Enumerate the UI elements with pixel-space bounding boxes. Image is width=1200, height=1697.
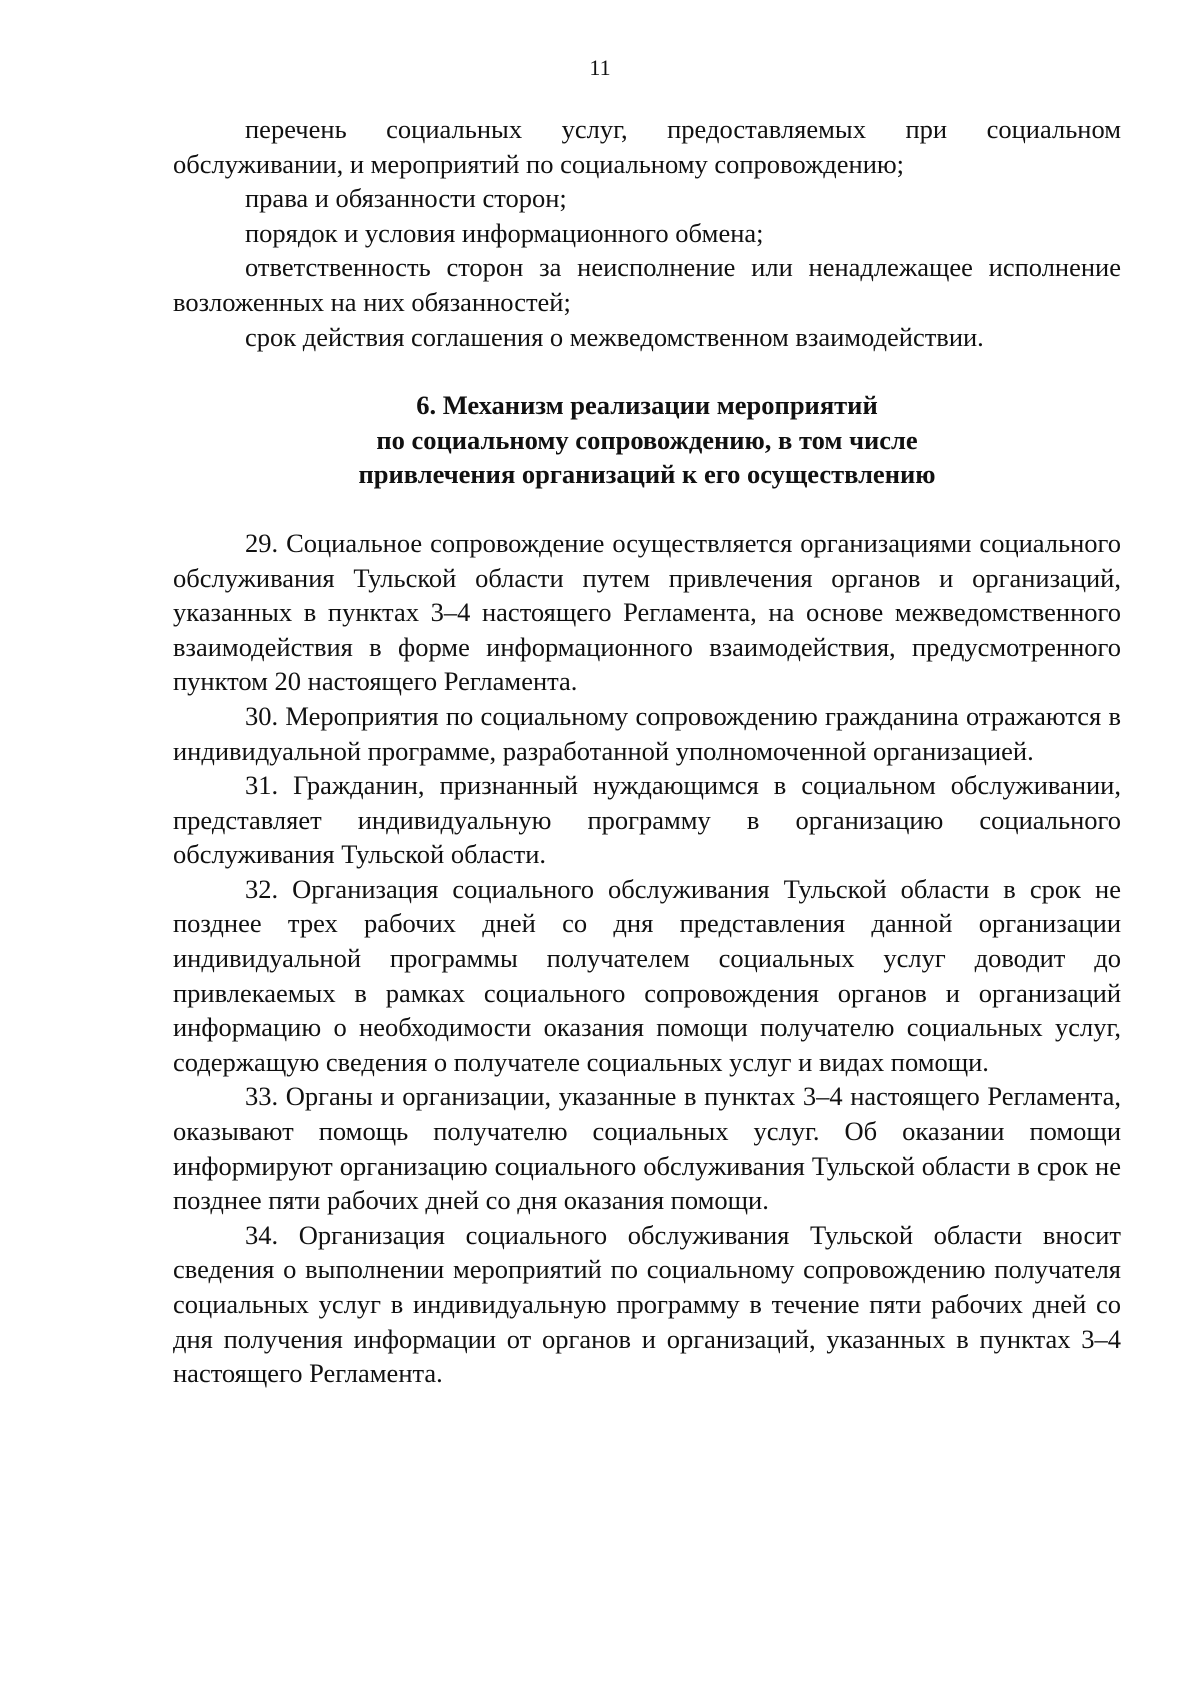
paragraph-34: 34. Организация социального обслуживания Тульской области вносит сведения о выполнении мероприятий по социальному сопровождению получателя социальных услуг в индивидуальную программу в течение пяти рабочих дней со дня получения информации от органов и организаций, указанных в пунктах 3–4 настоящего Регламента. [173, 1219, 1121, 1389]
paragraph-33: 33. Органы и организации, указанные в пунктах 3–4 настоящего Регламента, оказывают помощь получателю социальных услуг. Об оказании помощи информируют организацию социального обслуживания Тульской области в срок не позднее пяти рабочих дней со дня оказания помощи. [173, 1081, 1121, 1216]
paragraph-31: 31. Гражданин, признанный нуждающимся в социальном обслуживании, представляет индивидуальную программу в организацию социального обслуживания Тульской области. [173, 770, 1121, 870]
document-body [173, 112, 1121, 1391]
agreement-contents-list [173, 112, 1121, 354]
section-heading-line: привлечения организаций к его осуществлению [358, 459, 936, 490]
paragraph-30: 30. Мероприятия по социальному сопровождению гражданина отражаются в индивидуальной программе, разработанной уполномоченной организацией. [173, 700, 1121, 766]
section-heading [173, 354, 1121, 526]
section-heading-line: 6. Механизм реализации мероприятий [416, 390, 878, 421]
list-item: перечень социальных услуг, предоставляемых при социальном обслуживании, и мероприятий по социальному сопровождению; [173, 114, 1121, 179]
page-number: 11 [589, 55, 611, 80]
paragraph-32: 32. Организация социального обслуживания Тульской области в срок не позднее трех рабочих дней со дня представления данной организации индивидуальной программы получателем социальных услуг доводит до привлекаемых в рамках социального сопровождения органов и организаций информацию о необходимости оказания помощи получателю социальных услуг, содержащую сведения о получателе социальных услуг и видах помощи. [173, 873, 1121, 1077]
list-item: срок действия соглашения о межведомственном взаимодействии. [245, 321, 984, 352]
paragraph-29: 29. Социальное сопровождение осуществляется организациями социального обслуживания Тульской области путем привлечения органов и организаций, указанных в пунктах 3–4 настоящего Регламента, на основе межведомственного взаимодействия в форме информационного взаимодействия, предусмотренного пунктом 20 настоящего Регламента. [173, 527, 1121, 697]
section-heading-line: по социальному сопровождению, в том числе [376, 424, 918, 455]
list-item: порядок и условия информационного обмена; [245, 217, 764, 248]
list-item: ответственность сторон за неисполнение или ненадлежащее исполнение возложенных на них обязанностей; [173, 252, 1121, 317]
section-paragraphs [173, 526, 1121, 1391]
list-item: права и обязанности сторон; [245, 183, 567, 214]
